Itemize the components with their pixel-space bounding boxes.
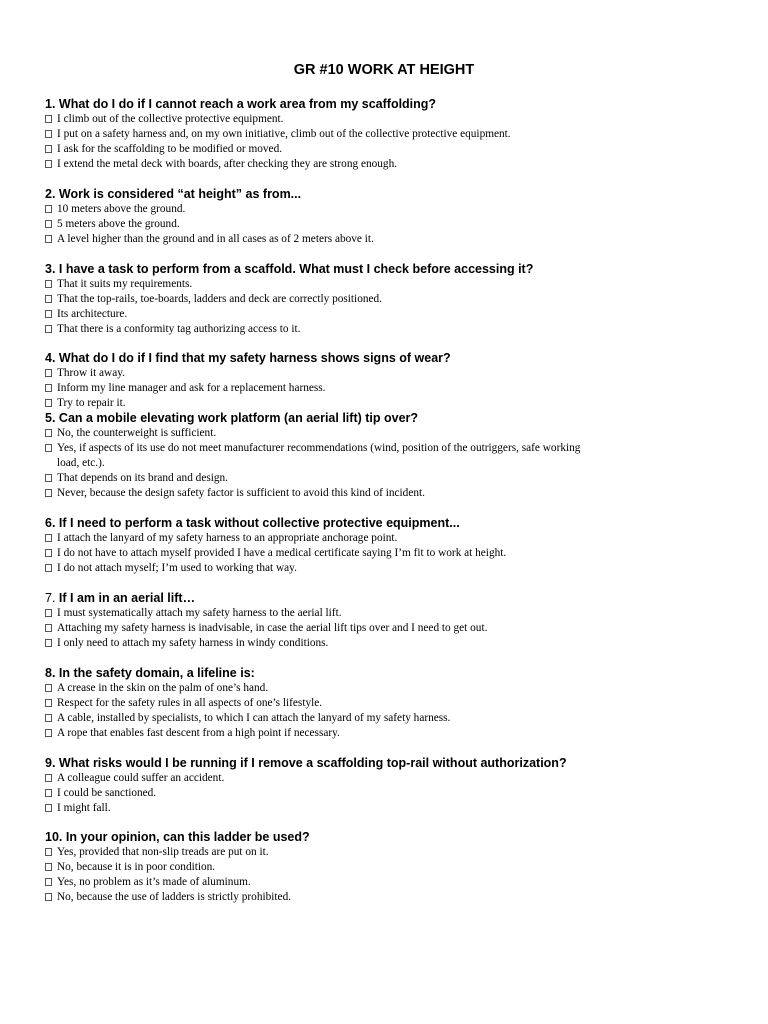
option-text: Inform my line manager and ask for a replacement harness. [57, 382, 326, 394]
question-3 [45, 262, 745, 337]
question-number: 4. [45, 351, 56, 365]
answer-option [45, 381, 745, 396]
answer-option [45, 636, 745, 651]
question-number: 2. [45, 187, 56, 201]
question-number: 6. [45, 516, 56, 530]
checkbox[interactable] [45, 624, 52, 632]
answer-option [45, 396, 745, 411]
option-text: No, because the use of ladders is strictly prohibited. [57, 891, 292, 903]
option-text: I might fall. [57, 802, 111, 814]
option-text: Respect for the safety rules in all aspects of one’s lifestyle. [57, 697, 323, 709]
question-number: 1. [45, 97, 56, 111]
question-number: 10. [45, 830, 63, 844]
option-text: A crease in the skin on the palm of one’s hand. [57, 682, 269, 694]
question-heading [45, 262, 745, 277]
answer-option [45, 621, 745, 636]
answer-option [45, 681, 745, 696]
question-2 [45, 187, 745, 247]
answer-option [45, 561, 745, 576]
question-10 [45, 830, 745, 905]
question-6 [45, 516, 745, 576]
answer-option [45, 801, 745, 816]
checkbox[interactable] [45, 384, 52, 392]
option-text: That there is a conformity tag authorizing access to it. [57, 323, 301, 335]
answer-option [45, 292, 745, 307]
checkbox[interactable] [45, 489, 52, 497]
question-heading [45, 411, 745, 426]
checkbox[interactable] [45, 280, 52, 288]
question-heading [45, 666, 745, 681]
page-title: GR #10 WORK AT HEIGHT [293, 62, 475, 78]
question-heading [45, 187, 745, 202]
question-5 [45, 411, 745, 501]
checkbox[interactable] [45, 429, 52, 437]
answer-option [45, 322, 745, 337]
option-text: Never, because the design safety factor is sufficient to avoid this kind of incident. [57, 487, 425, 499]
question-text: I have a task to perform from a scaffold. What must I check before accessing it? [58, 262, 534, 276]
question-text: In the safety domain, a lifeline is: [58, 666, 255, 680]
answer-option [45, 307, 745, 322]
question-9 [45, 756, 745, 816]
checkbox[interactable] [45, 789, 52, 797]
option-text: Its architecture. [57, 308, 128, 320]
checkbox[interactable] [45, 564, 52, 572]
option-text: No, the counterweight is sufficient. [57, 427, 217, 439]
checkbox[interactable] [45, 549, 52, 557]
answer-option [45, 890, 745, 905]
option-text: Yes, if aspects of its use do not meet manufacturer recommendations (wind, position of the outriggers, safe working [57, 442, 581, 454]
option-text: Yes, no problem as it’s made of aluminum. [57, 876, 251, 888]
answer-option [45, 277, 745, 292]
checkbox[interactable] [45, 534, 52, 542]
option-text: A level higher than the ground and in all cases as of 2 meters above it. [57, 233, 374, 245]
option-text: A cable, installed by specialists, to which I can attach the lanyard of my safety harness. [57, 712, 451, 724]
checkbox[interactable] [45, 804, 52, 812]
answer-option [45, 696, 745, 711]
option-text: I attach the lanyard of my safety harness to an appropriate anchorage point. [57, 532, 398, 544]
answer-option [45, 217, 745, 232]
option-text: Yes, provided that non-slip treads are put on it. [57, 846, 269, 858]
checkbox[interactable] [45, 145, 52, 153]
answer-option [45, 726, 745, 741]
question-heading [45, 591, 745, 606]
option-text: I must systematically attach my safety harness to the aerial lift. [57, 607, 342, 619]
checkbox[interactable] [45, 474, 52, 482]
answer-option [45, 486, 745, 501]
checkbox[interactable] [45, 639, 52, 647]
option-text: I ask for the scaffolding to be modified or moved. [57, 143, 283, 155]
option-text: 10 meters above the ground. [57, 203, 186, 215]
checkbox[interactable] [45, 714, 52, 722]
question-number: 3. [45, 262, 56, 276]
question-text: If I need to perform a task without collective protective equipment... [58, 516, 460, 530]
answer-option [45, 142, 745, 157]
answer-option [45, 232, 745, 247]
option-text: I climb out of the collective protective equipment. [57, 113, 284, 125]
option-text: A colleague could suffer an accident. [57, 772, 225, 784]
answer-option [45, 471, 745, 486]
answer-option [45, 426, 745, 441]
checkbox[interactable] [45, 310, 52, 318]
option-text: I do not have to attach myself provided I have a medical certificate saying I’m fit to work at height. [57, 547, 507, 559]
checkbox[interactable] [45, 220, 52, 228]
checkbox[interactable] [45, 325, 52, 333]
question-text: Can a mobile elevating work platform (an aerial lift) tip over? [58, 411, 419, 425]
question-1 [45, 97, 745, 172]
option-text: That it suits my requirements. [57, 278, 193, 290]
checkbox[interactable] [45, 115, 52, 123]
checkbox[interactable] [45, 295, 52, 303]
question-number: 5. [45, 411, 56, 425]
option-text: No, because it is in poor condition. [57, 861, 216, 873]
answer-option [45, 845, 745, 860]
question-heading [45, 516, 745, 531]
answer-option [45, 531, 745, 546]
option-text: Try to repair it. [57, 397, 126, 409]
checkbox[interactable] [45, 130, 52, 138]
question-heading [45, 756, 745, 771]
checkbox[interactable] [45, 399, 52, 407]
option-text: I put on a safety harness and, on my own initiative, climb out of the collective protective equipment. [57, 128, 511, 140]
answer-option [45, 127, 745, 142]
checkbox[interactable] [45, 863, 52, 871]
answer-option [45, 606, 745, 621]
checkbox[interactable] [45, 848, 52, 856]
answer-option [45, 202, 745, 217]
checkbox[interactable] [45, 699, 52, 707]
checkbox[interactable] [45, 684, 52, 692]
option-text: I could be sanctioned. [57, 787, 157, 799]
question-4 [45, 351, 745, 411]
question-heading [45, 351, 745, 366]
answer-option [45, 771, 745, 786]
question-heading [45, 97, 745, 112]
checkbox[interactable] [45, 369, 52, 377]
checkbox[interactable] [45, 160, 52, 168]
question-8 [45, 666, 745, 741]
question-number: 7. [45, 591, 56, 605]
answer-option [45, 860, 745, 875]
checkbox[interactable] [45, 893, 52, 901]
option-text: I extend the metal deck with boards, after checking they are strong enough. [57, 158, 398, 170]
question-number: 9. [45, 756, 56, 770]
answer-option [45, 786, 745, 801]
option-text: 5 meters above the ground. [57, 218, 180, 230]
option-text: I do not attach myself; I’m used to working that way. [57, 562, 297, 574]
checkbox[interactable] [45, 878, 52, 886]
checkbox[interactable] [45, 444, 52, 452]
question-text: Work is considered “at height” as from... [58, 187, 302, 201]
option-text: That depends on its brand and design. [57, 472, 228, 484]
question-heading [45, 830, 745, 845]
question-text: What risks would I be running if I remove a scaffolding top-rail without authorization? [58, 756, 567, 770]
question-number: 8. [45, 666, 56, 680]
question-text: What do I do if I cannot reach a work area from my scaffolding? [58, 97, 437, 111]
answer-option [45, 711, 745, 726]
answer-option [45, 157, 745, 172]
question-7 [45, 591, 745, 651]
question-text: In your opinion, can this ladder be used? [65, 830, 310, 844]
checkbox[interactable] [45, 609, 52, 617]
answer-option [45, 366, 745, 381]
checkbox[interactable] [45, 235, 52, 243]
answer-option [45, 875, 745, 890]
option-text: Attaching my safety harness is inadvisable, in case the aerial lift tips over and I need to get out. [57, 622, 488, 634]
option-text: I only need to attach my safety harness in windy conditions. [57, 637, 329, 649]
checkbox[interactable] [45, 205, 52, 213]
checkbox[interactable] [45, 729, 52, 737]
answer-option [45, 441, 745, 471]
question-text: If I am in an aerial lift… [58, 591, 196, 605]
option-text: Throw it away. [57, 367, 125, 379]
option-text-continuation: load, etc.). [57, 457, 105, 469]
answer-option [45, 546, 745, 561]
option-text: That the top-rails, toe-boards, ladders and deck are correctly positioned. [57, 293, 382, 305]
checkbox[interactable] [45, 774, 52, 782]
option-text: A rope that enables fast descent from a high point if necessary. [57, 727, 340, 739]
question-text: What do I do if I find that my safety harness shows signs of wear? [58, 351, 451, 365]
answer-option [45, 112, 745, 127]
